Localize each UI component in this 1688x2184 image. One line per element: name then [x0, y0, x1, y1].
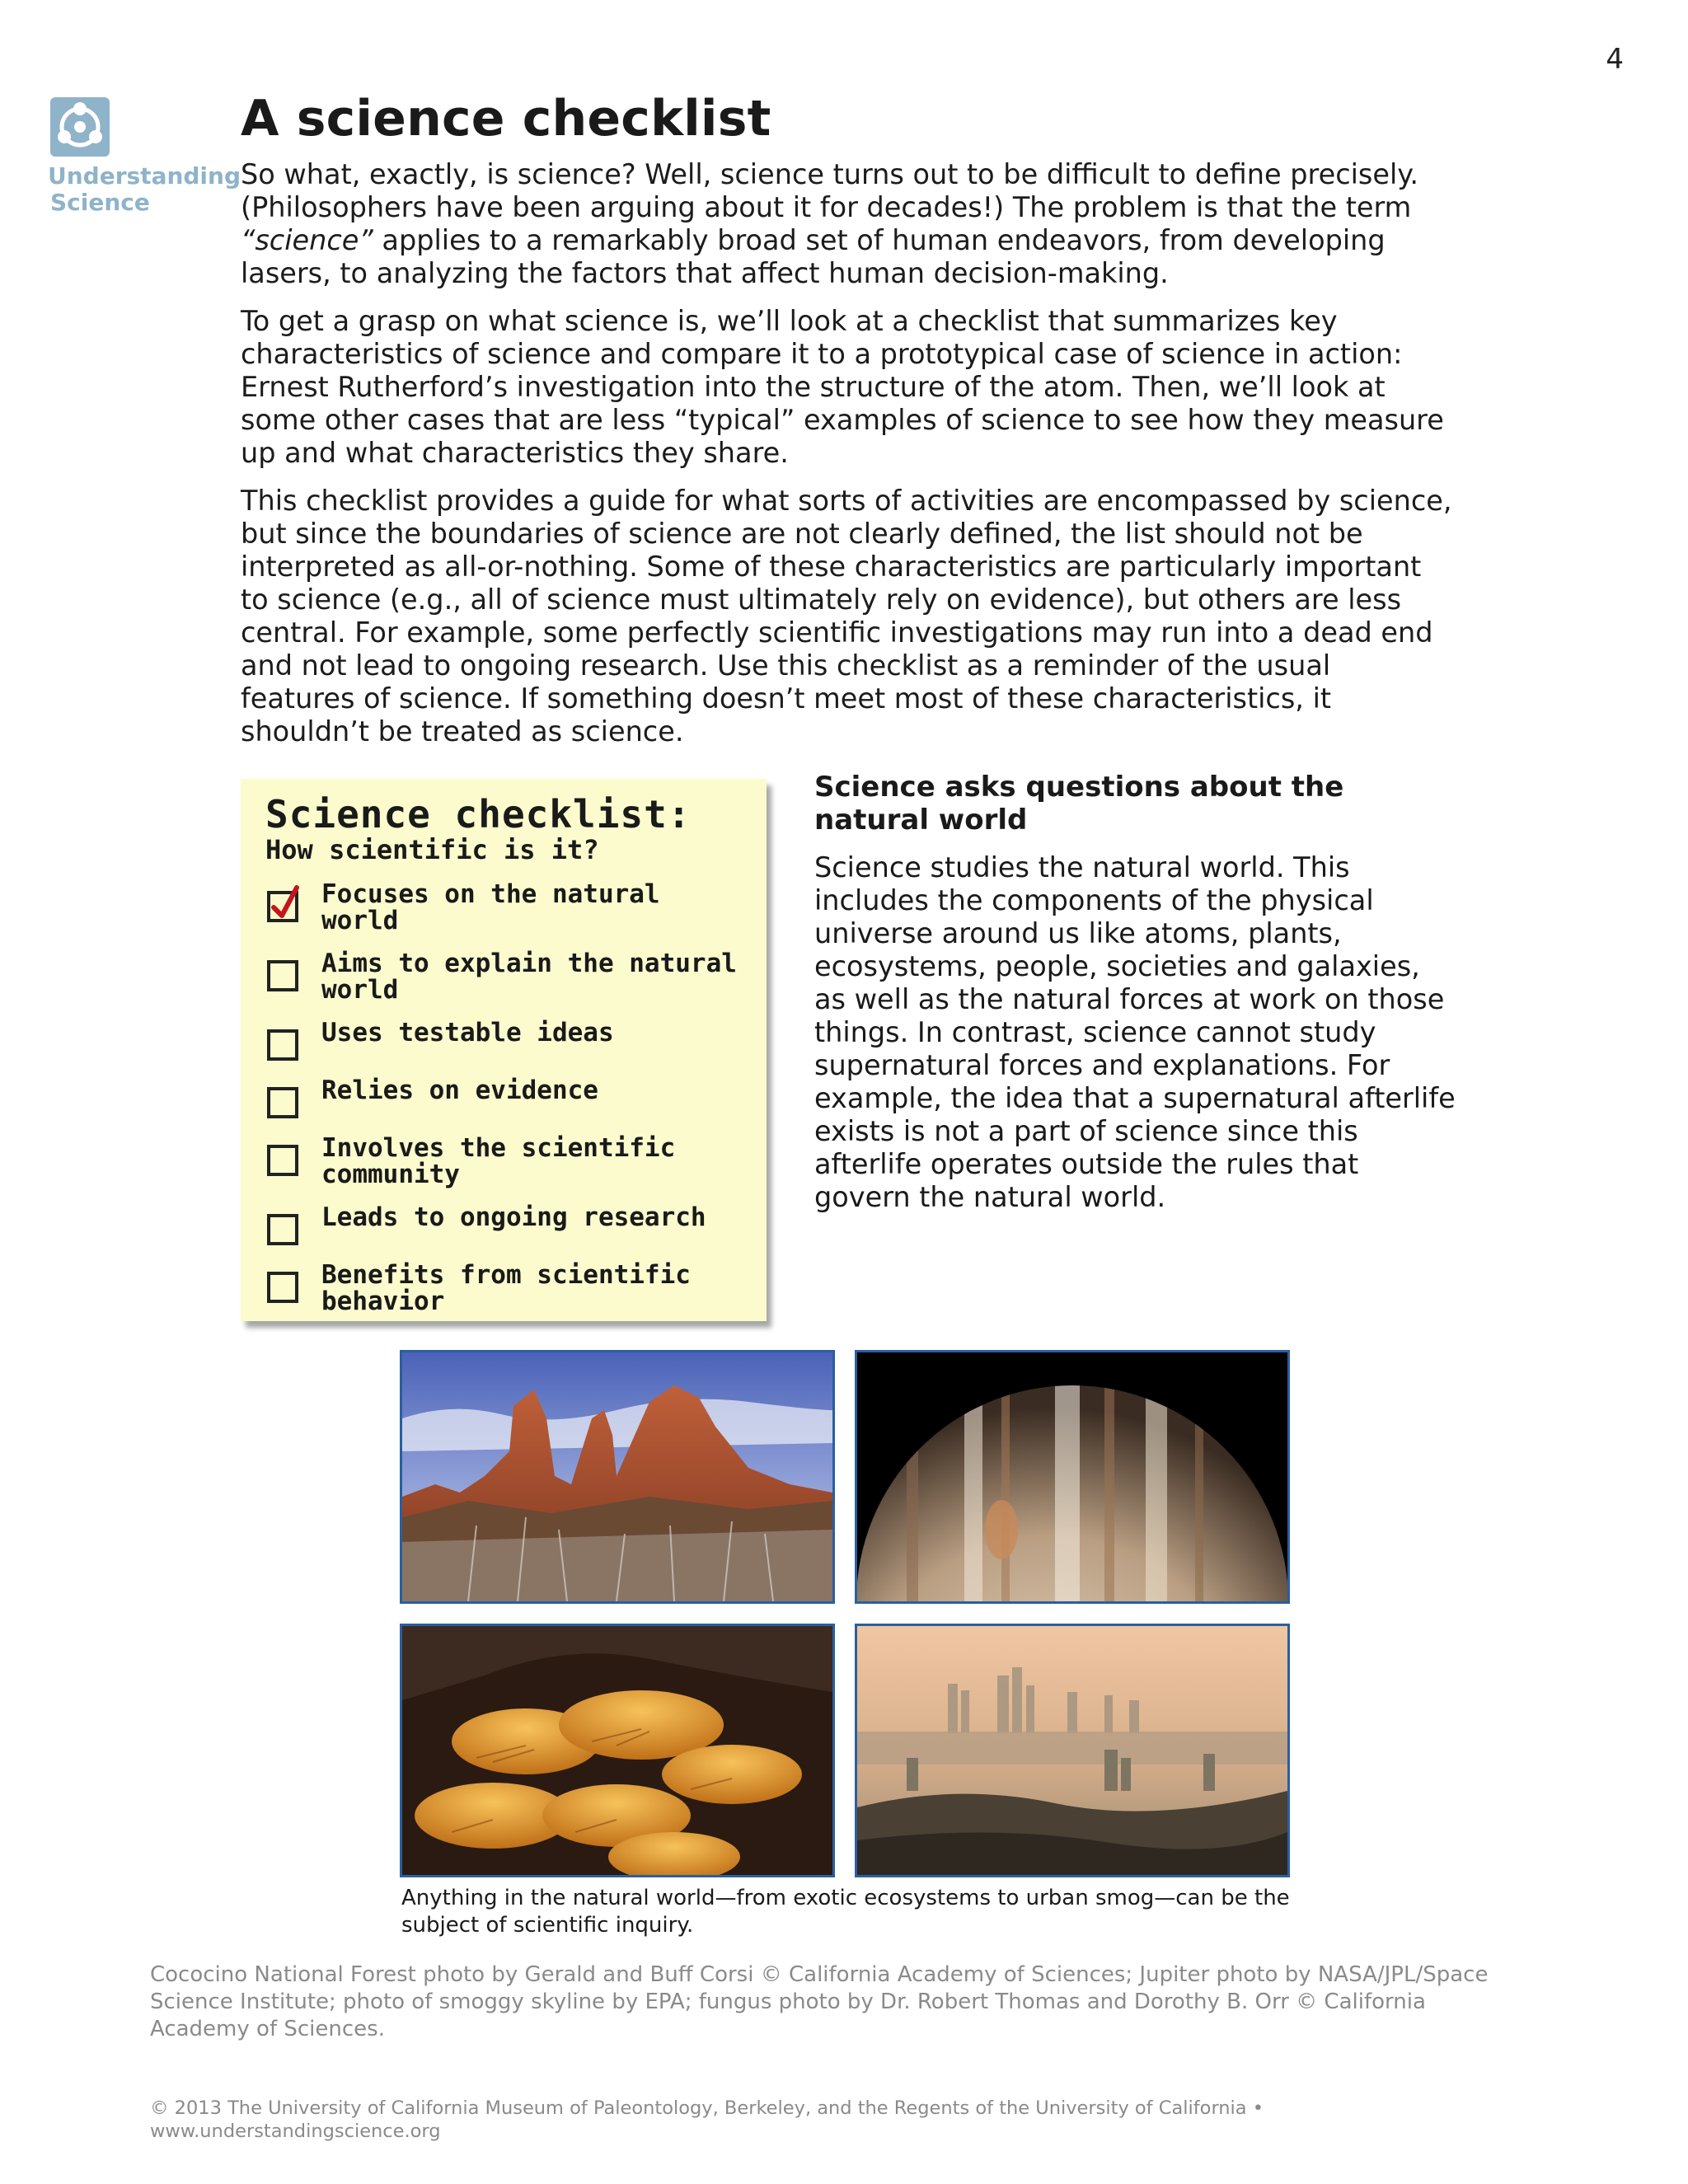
checklist-item-label: Uses testable ideas	[321, 1018, 614, 1047]
understanding-science-logo[interactable]	[48, 97, 241, 216]
logo-icon	[50, 97, 110, 157]
checklist-item	[265, 1077, 748, 1118]
checkbox[interactable]	[267, 1145, 298, 1176]
main-content	[241, 89, 1452, 748]
checklist-item	[265, 1135, 748, 1188]
photo-jupiter	[855, 1350, 1290, 1604]
photo-smoggy-skyline	[855, 1624, 1290, 1877]
checklist-item	[265, 950, 748, 1003]
logo-line-2: Science	[50, 189, 150, 216]
natural-world-section	[814, 771, 1457, 1214]
checkbox[interactable]	[267, 1087, 298, 1118]
section-body: Science studies the natural world. This includes the components of the physical universe around us like atoms, plants, ecosystems, people, societies and galaxies, as well as the natural forces at work on those things. In contrast, science cannot study supernatural forces and explanations. For example, the idea that a supernatural afterlife exists is not a part of science since this afterlife operates outside the rules that govern the natural world.	[814, 851, 1456, 1213]
checkbox-checked[interactable]	[267, 891, 298, 922]
photo-red-rock-landscape	[400, 1350, 835, 1604]
checklist-item-label: Relies on evidence	[321, 1076, 598, 1105]
intro-text-end: applies to a remarkably broad set of human endeavors, from developing lasers, to analyzing the factors that affect human decision-making.	[241, 224, 1386, 289]
checklist-item-label: Aims to explain the natural world	[321, 949, 737, 1005]
checklist-title: Science checklist:	[265, 792, 692, 837]
photo-caption: Anything in the natural world—from exotic ecosystems to urban smog—can be the subject of scientific inquiry.	[401, 1886, 1290, 1938]
third-paragraph: This checklist provides a guide for what sorts of activities are encompassed by science, but since the boundaries of science are not clearly defined, the list should not be interpreted as all-or-nothing. Some of these characteristics are particularly important to science (e.g., all of science must ultimately rely on evidence), but others are less central. For example, some perfectly scientific investigations may run into a dead end and not lead to ongoing research. Use this checklist as a reminder of the usual features of science. If something doesn’t meet most of these characteristics, it shouldn’t be treated as science.	[241, 485, 1452, 748]
checkbox[interactable]	[267, 1029, 298, 1061]
checklist-item	[265, 1262, 748, 1315]
intro-emphasis: “science”	[241, 224, 373, 256]
logo-text	[48, 162, 241, 216]
checkbox[interactable]	[267, 960, 298, 991]
intro-text-start: So what, exactly, is science? Well, science turns out to be difficult to define precisely. (Philosophers have been arguing about it for decades!) The problem is that the term	[241, 158, 1418, 223]
checklist-item	[265, 1019, 748, 1061]
second-paragraph: To get a grasp on what science is, we’ll look at a checklist that summarizes key characteristics of science and compare it to a prototypical case of science in action: Ernest Rutherford’s investigation into the structure of the atom. Then, we’ll look at some other cases that are less “typical” examples of science to see how they measure up and what characteristics they share.	[241, 305, 1444, 469]
checklist-item-label: Involves the scientific community	[321, 1133, 676, 1189]
logo-line-1: Understanding	[48, 162, 241, 190]
intro-paragraph	[241, 158, 1452, 290]
section-heading: Science asks questions about the natural world	[814, 771, 1344, 837]
checklist-item-label: Focuses on the natural world	[321, 879, 660, 935]
checkbox[interactable]	[267, 1272, 298, 1303]
page-number: 4	[1606, 43, 1624, 76]
photo-mushrooms	[400, 1624, 835, 1877]
checkbox[interactable]	[267, 1214, 298, 1245]
copyright-footer: © 2013 The University of California Museum of Paleontology, Berkeley, and the Regents of the University of California • www.understandingscience.org	[150, 2097, 1264, 2142]
checkmark-icon	[267, 883, 303, 922]
checklist-item-label: Benefits from scientific behavior	[321, 1260, 691, 1316]
checklist-item	[265, 1204, 748, 1245]
science-checklist-card	[241, 779, 767, 1321]
photo-credits: Cococino National Forest photo by Gerald and Buff Corsi © California Academy of Sciences; Jupiter photo by NASA/JPL/Space Science Institute; photo of smoggy skyline by EPA; fungus photo by Dr. Robert Thomas and Dorothy B. Orr © California Academy of Sciences.	[150, 1962, 1489, 2041]
page-title: A science checklist	[241, 90, 771, 148]
checklist-item-label: Leads to ongoing research	[321, 1202, 706, 1232]
checklist-item	[265, 881, 748, 934]
checklist-subtitle: How scientific is it?	[265, 834, 599, 865]
